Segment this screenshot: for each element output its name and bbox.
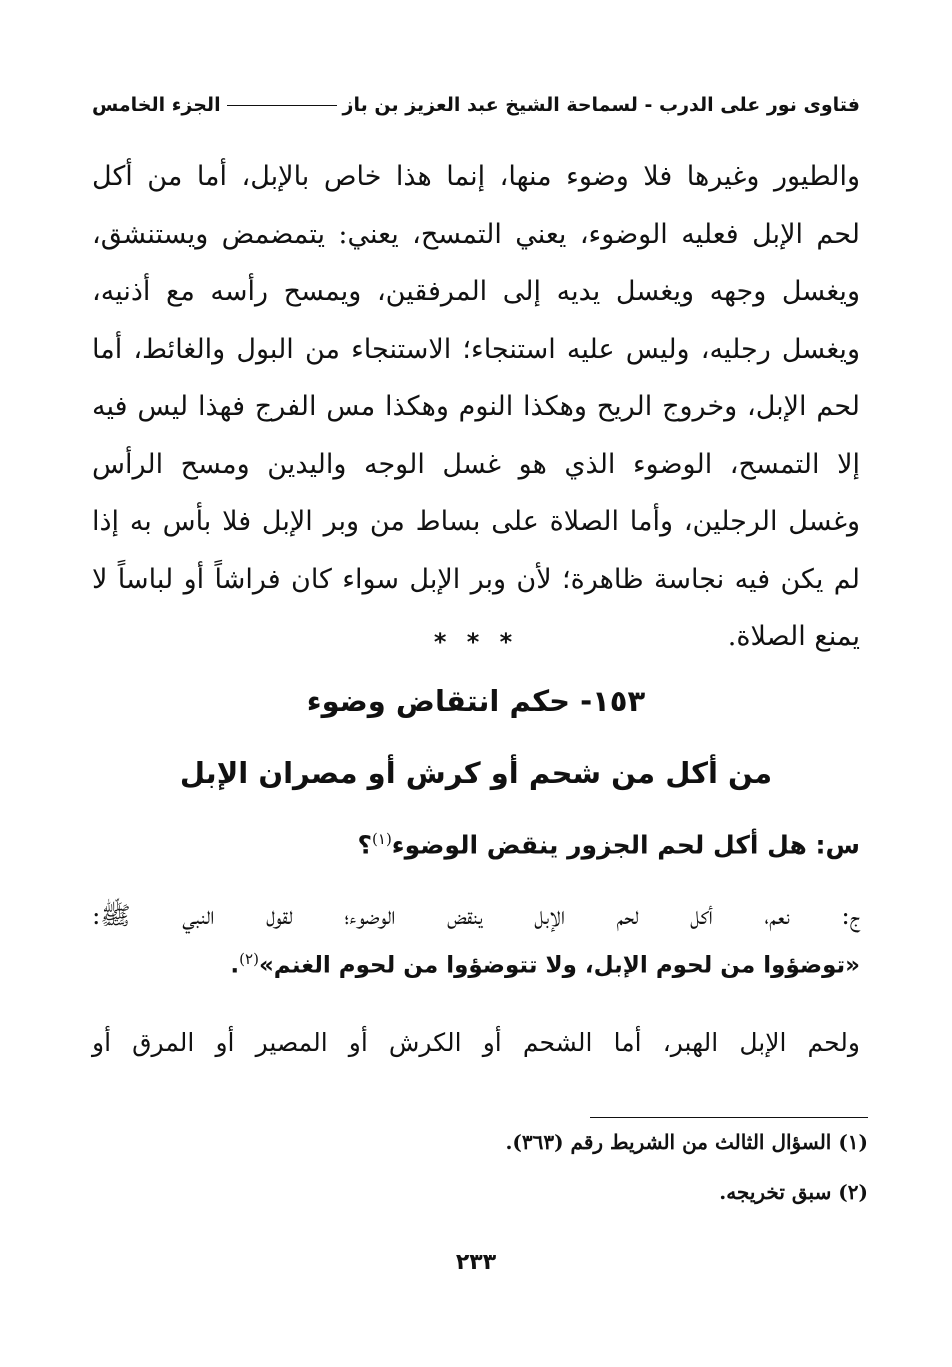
question-text: س: هل أكل لحم الجزور ينقض الوضوء xyxy=(391,830,860,860)
footnote-ref-1: (١) xyxy=(372,830,392,848)
section-heading: ١٥٣- حكم انتقاض وضوء xyxy=(306,684,646,718)
body-line: لحم الإبل فعليه الوضوء، يعني التمسح، يعني: يتمضمض ويستنشق، xyxy=(92,218,860,250)
section-subheading: من أكل من شحم أو كرش أو مصران الإبل xyxy=(179,756,773,790)
part-label: الجزء الخامس xyxy=(92,94,221,116)
page-number: ٢٣٣ xyxy=(455,1250,497,1275)
running-header xyxy=(92,88,860,122)
section-separator: * * * xyxy=(433,628,519,656)
body-line: لحم الإبل، وخروج الريح وهكذا النوم وهكذا مس الفرج فهذا ليس فيه xyxy=(92,391,860,422)
body-line: ويغسل رجليه، وليس عليه استنجاء؛ الاستنجاء من البول والغائط، أما xyxy=(92,333,860,365)
quote-text: «توضؤوا من لحوم الإبل، ولا تتوضؤوا من لحوم الغنم» xyxy=(258,952,860,979)
body-line: ويغسل وجهه ويغسل يديه إلى المرفقين، ويمسح رأسه مع أذنيه، xyxy=(92,276,860,307)
footnote-ref-2: (٢) xyxy=(239,950,259,968)
body-line: والطيور وغيرها فلا وضوء منها، إنما هذا خاص بالإبل، أما من أكل xyxy=(92,161,860,192)
question-mark: ؟ xyxy=(357,830,373,860)
body-line: لم يكن فيه نجاسة ظاهرة؛ لأن وبر الإبل سواء كان فراشاً أو لباساً لا xyxy=(92,563,860,595)
body-line: وغسل الرجلين، وأما الصلاة على بساط من وبر الإبل فلا بأس به إذا xyxy=(92,506,860,537)
hadith-quote xyxy=(92,950,860,979)
question xyxy=(92,830,860,859)
footnote: (٢) سبق تخريجه. xyxy=(719,1180,868,1204)
header-rule xyxy=(227,105,337,106)
body-line: إلا التمسح، الوضوء الذي هو غسل الوجه واليدين ومسح الرأس xyxy=(92,448,860,480)
continuation-line: ولحم الإبل الهبر، أما الشحم أو الكرش أو المصير أو المرق أو xyxy=(92,1028,860,1057)
answer: ج: نعم، أكل لحم الإبل ينقض الوضوء؛ لقول النبي ﷺ: xyxy=(92,901,860,930)
body-line: يمنع الصلاة. xyxy=(727,621,860,652)
body-paragraph xyxy=(92,148,860,666)
footnote: (١) السؤال الثالث من الشريط رقم (٣٦٣). xyxy=(505,1130,868,1154)
quote-end: . xyxy=(230,952,240,979)
footnote-rule xyxy=(590,1117,868,1118)
book-title: فتاوى نور على الدرب - لسماحة الشيخ عبد العزيز بن باز xyxy=(342,94,860,116)
